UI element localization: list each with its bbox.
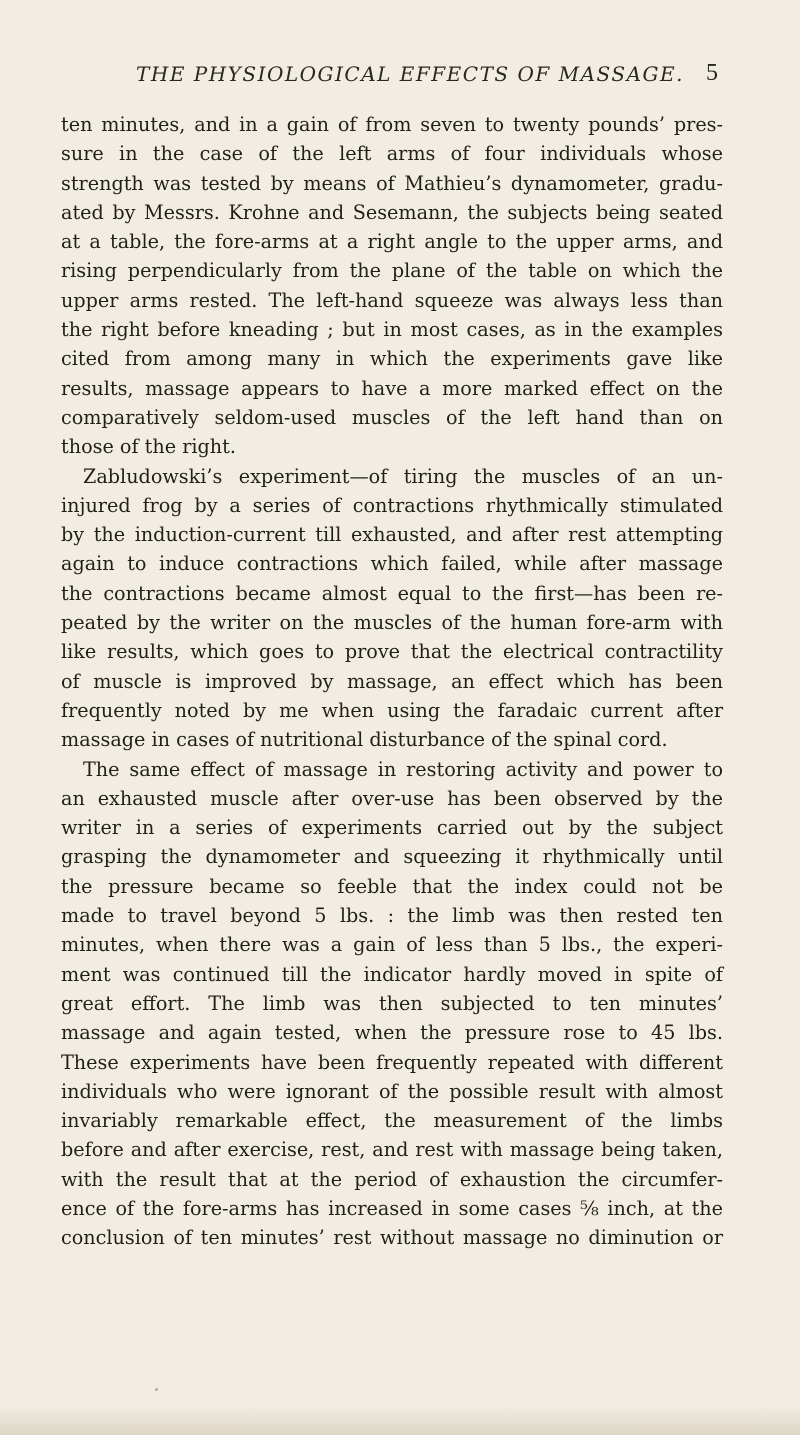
body-text: [61, 110, 723, 1253]
running-head: THE PHYSIOLOGICAL EFFECTS OF MASSAGE.: [136, 62, 684, 86]
ink-speck: [155, 1388, 158, 1391]
text-line: sure in the case of the left arms of four individuals whose: [61, 142, 723, 166]
text-line: ten minutes, and in a gain of from seven to twenty pounds’ pres-: [61, 113, 723, 136]
text-line: by the induction-current till exhausted, and after rest attempting: [61, 523, 723, 547]
text-line: of muscle is improved by massage, an effect which has been: [61, 669, 723, 693]
text-line: ence of the fore-arms has increased in some cases ⅝ inch, at the: [61, 1196, 723, 1220]
text-line: conclusion of ten minutes’ rest without massage no diminution or: [61, 1226, 723, 1250]
text-line: like results, which goes to prove that the electrical contractility: [61, 640, 723, 664]
text-line: with the result that at the period of exhaustion the circumfer-: [61, 1167, 723, 1191]
text-line: ated by Messrs. Krohne and Sesemann, the subjects being seated: [61, 200, 723, 224]
page-number: 5: [706, 60, 718, 86]
text-line: at a table, the fore-arms at a right angle to the upper arms, and: [61, 230, 723, 254]
text-line: results, massage appears to have a more marked effect on the: [61, 376, 723, 400]
text-line: again to induce contractions which failed, while after massage: [61, 552, 723, 576]
text-line: the pressure became so feeble that the index could not be: [61, 874, 723, 898]
page-edge-shadow: [0, 1405, 800, 1435]
text-line: the right before kneading ; but in most cases, as in the examples: [61, 318, 723, 342]
text-line: made to travel beyond 5 lbs. : the limb was then rested ten: [61, 904, 723, 928]
text-line: The same effect of massage in restoring activity and power to: [83, 757, 723, 781]
text-line: rising perpendicularly from the plane of the table on which the: [61, 259, 723, 283]
text-line: frequently noted by me when using the faradaic current after: [61, 698, 723, 722]
text-line: writer in a series of experiments carried out by the subject: [61, 816, 723, 840]
text-line: minutes, when there was a gain of less than 5 lbs., the experi-: [61, 933, 723, 957]
text-line: These experiments have been frequently repeated with different: [61, 1050, 723, 1074]
text-line: those of the right.: [61, 435, 236, 459]
text-line: the contractions became almost equal to the first—has been re-: [61, 581, 723, 605]
text-line: ment was continued till the indicator hardly moved in spite of: [61, 962, 723, 986]
text-line: strength was tested by means of Mathieu’s dynamometer, gradu-: [61, 171, 723, 195]
text-line: injured frog by a series of contractions rhythmically stimulated: [61, 493, 723, 517]
text-line: upper arms rested. The left-hand squeeze was always less than: [61, 288, 723, 312]
text-line: great effort. The limb was then subjected to ten minutes’: [61, 991, 723, 1015]
text-line: an exhausted muscle after over-use has been observed by the: [61, 786, 723, 810]
text-line: invariably remarkable effect, the measurement of the limbs: [61, 1109, 723, 1133]
text-line: Zabludowski’s experiment—of tiring the muscles of an un-: [83, 464, 723, 488]
text-line: cited from among many in which the experiments gave like: [61, 347, 723, 371]
text-line: massage in cases of nutritional disturbance of the spinal cord.: [61, 728, 668, 752]
text-line: individuals who were ignorant of the possible result with almost: [61, 1079, 723, 1103]
text-line: grasping the dynamometer and squeezing it rhythmically until: [61, 845, 723, 869]
text-line: comparatively seldom-used muscles of the left hand than on: [61, 405, 723, 429]
text-line: peated by the writer on the muscles of the human fore-arm with: [61, 611, 723, 635]
text-line: before and after exercise, rest, and rest with massage being taken,: [61, 1138, 723, 1162]
text-line: massage and again tested, when the pressure rose to 45 lbs.: [61, 1021, 723, 1045]
